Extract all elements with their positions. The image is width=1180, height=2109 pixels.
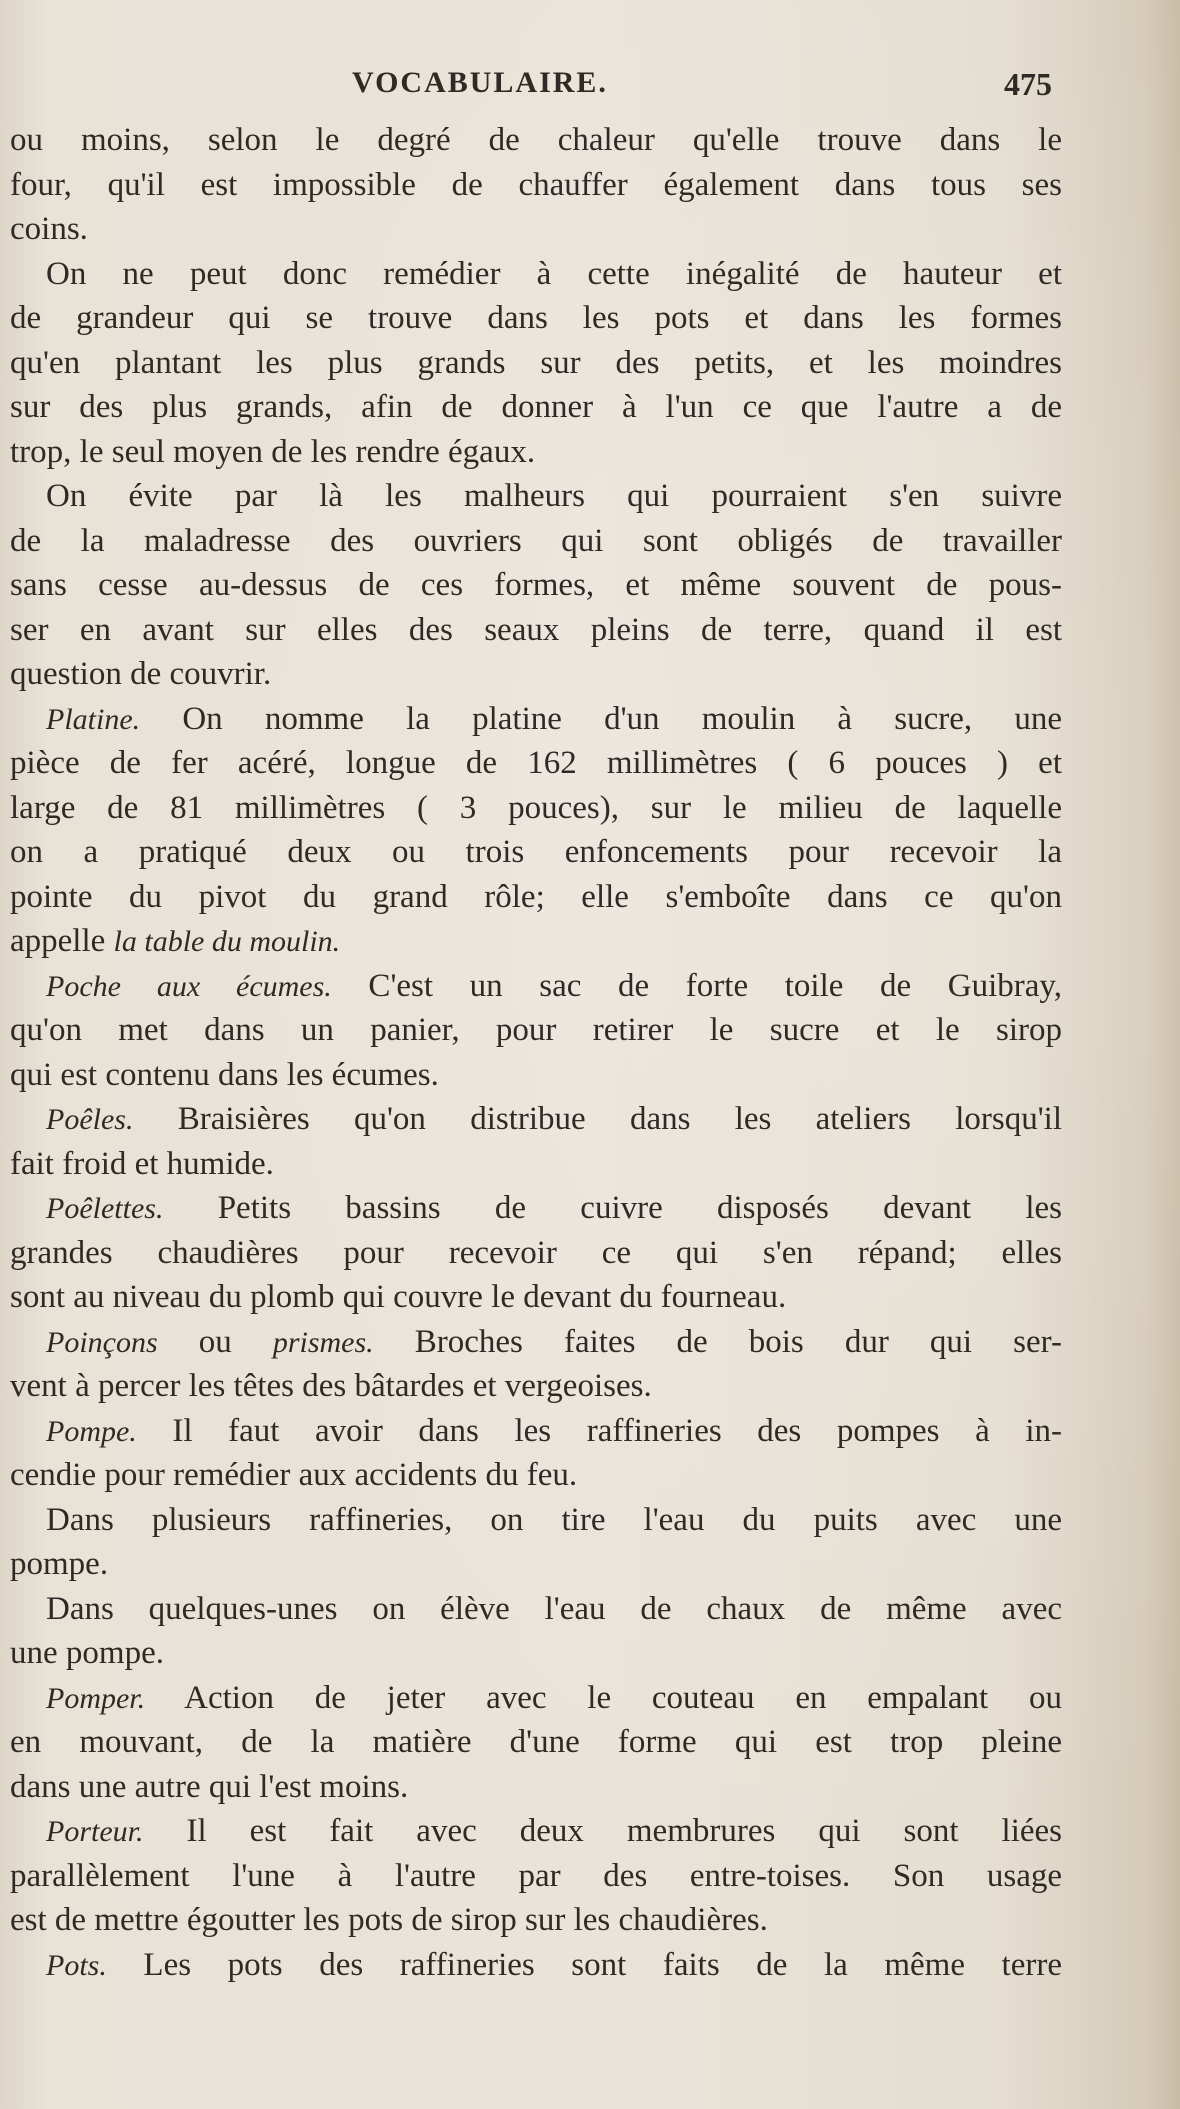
text-segment: Il faut avoir dans les raffineries des pompes à in-	[136, 1412, 1062, 1449]
text-line	[10, 252, 1062, 297]
text-segment: fait froid et humide.	[10, 1145, 274, 1182]
entry-term: Platine.	[46, 702, 141, 736]
text-segment: Les pots des raffineries sont faits de la même terre	[106, 1946, 1062, 1983]
text-segment: sur des plus grands, afin de donner à l'un ce que l'autre a de	[10, 389, 1062, 425]
text-line	[10, 1320, 1062, 1365]
text-segment: ser en avant sur elles des seaux pleins de terre, quand il est	[10, 611, 1062, 648]
text-segment: Dans plusieurs raffineries, on tire l'eau du puits avec une	[46, 1501, 1062, 1538]
text-segment: Broches faites de bois dur qui ser-	[373, 1323, 1062, 1360]
text-segment: Action de jeter avec le couteau en empalant ou	[145, 1679, 1062, 1716]
text-segment: Petits bassins de cuivre disposés devant les	[163, 1190, 1062, 1226]
entry-term: prismes.	[272, 1325, 374, 1359]
entry-term: Pots.	[46, 1948, 107, 1982]
text-line	[10, 875, 1062, 920]
text-line	[10, 430, 1062, 475]
text-line	[10, 1943, 1062, 1988]
page-number: 475	[1004, 66, 1052, 102]
text-line	[10, 1720, 1062, 1765]
text-segment: parallèlement l'une à l'autre par des entre-toises. Son usage	[10, 1857, 1062, 1894]
text-segment: appelle	[10, 923, 114, 959]
text-line	[10, 1409, 1062, 1454]
text-line	[10, 741, 1062, 786]
text-line	[10, 385, 1062, 430]
text-segment: pièce de fer acéré, longue de 162 millimètres ( 6 pouces ) et	[10, 745, 1062, 781]
entry-term: Poche aux écumes.	[46, 969, 332, 1003]
entry-term: Poinçons	[46, 1325, 158, 1359]
text-segment: On évite par là les malheurs qui pourraient s'en suivre	[46, 478, 1062, 514]
text-line	[10, 1854, 1062, 1899]
text-segment: large de 81 millimètres ( 3 pouces), sur le milieu de laquelle	[10, 789, 1062, 826]
text-segment: Il est fait avec deux membrures qui sont liées	[143, 1813, 1062, 1849]
text-segment: coins.	[10, 211, 88, 247]
text-line	[10, 1809, 1062, 1854]
text-segment: est de mettre égoutter les pots de sirop sur les chaudières.	[10, 1902, 768, 1938]
text-line	[10, 1898, 1062, 1943]
text-segment: C'est un sac de forte toile de Guibray,	[331, 967, 1063, 1004]
text-line	[10, 1097, 1062, 1142]
text-line	[10, 163, 1062, 208]
text-line	[10, 118, 1062, 163]
entry-term: la table du moulin.	[113, 925, 341, 958]
text-segment: on a pratiqué deux ou trois enfoncements pour recevoir la	[10, 834, 1062, 870]
text-segment: ou	[157, 1323, 273, 1360]
text-segment: qui est contenu dans les écumes.	[10, 1056, 439, 1093]
entry-term: Poêles.	[46, 1103, 134, 1136]
text-segment: sont au niveau du plomb qui couvre le devant du fourneau.	[10, 1279, 787, 1315]
text-segment: dans une autre qui l'est moins.	[10, 1768, 409, 1805]
text-segment: une pompe.	[10, 1635, 164, 1671]
text-line	[10, 1008, 1062, 1053]
text-line	[10, 1275, 1062, 1320]
entry-term: Poêlettes.	[46, 1192, 164, 1225]
text-line	[10, 563, 1062, 608]
text-segment: four, qu'il est impossible de chauffer également dans tous ses	[10, 166, 1062, 203]
entry-term: Pomper.	[46, 1681, 146, 1715]
entry-term: Porteur.	[46, 1815, 144, 1848]
text-line	[10, 519, 1062, 564]
text-segment: sans cesse au-dessus de ces formes, et même souvent de pous-	[10, 567, 1062, 603]
text-line	[10, 1142, 1062, 1187]
text-line	[10, 964, 1062, 1009]
text-segment: qu'on met dans un panier, pour retirer le sucre et le sirop	[10, 1012, 1062, 1048]
text-line	[10, 1631, 1062, 1676]
text-segment: On ne peut donc remédier à cette inégalité de hauteur et	[46, 255, 1062, 292]
text-line	[10, 830, 1062, 875]
text-line	[10, 474, 1062, 519]
text-line	[10, 1453, 1062, 1498]
text-segment: Dans quelques-unes on élève l'eau de chaux de même avec	[46, 1590, 1062, 1627]
text-line	[10, 652, 1062, 697]
text-segment: cendie pour remédier aux accidents du feu.	[10, 1457, 578, 1493]
text-line	[10, 1676, 1062, 1721]
running-title: VOCABULAIRE.	[352, 66, 608, 99]
text-line	[10, 1186, 1062, 1231]
text-segment: qu'en plantant les plus grands sur des petits, et les moindres	[10, 344, 1062, 381]
text-segment: de la maladresse des ouvriers qui sont obligés de travailler	[10, 522, 1062, 559]
text-line	[10, 697, 1062, 742]
page-body-text	[10, 118, 1062, 1987]
text-line	[10, 1231, 1062, 1276]
text-line	[10, 1364, 1062, 1409]
text-line	[10, 786, 1062, 831]
text-segment: trop, le seul moyen de les rendre égaux.	[10, 433, 536, 470]
text-segment: pointe du pivot du grand rôle; elle s'emboîte dans ce qu'on	[10, 878, 1062, 915]
text-line	[10, 1053, 1062, 1098]
text-line	[10, 1765, 1062, 1810]
text-line	[10, 1542, 1062, 1587]
text-line	[10, 296, 1062, 341]
text-segment: en mouvant, de la matière d'une forme qui est trop pleine	[10, 1724, 1062, 1760]
text-segment: question de couvrir.	[10, 656, 272, 692]
text-line	[10, 341, 1062, 386]
text-line	[10, 1587, 1062, 1632]
text-line	[10, 919, 1062, 964]
text-line	[10, 608, 1062, 653]
text-segment: ou moins, selon le degré de chaleur qu'elle trouve dans le	[10, 122, 1062, 158]
text-line	[10, 207, 1062, 252]
text-segment: Braisières qu'on distribue dans les ateliers lorsqu'il	[133, 1101, 1062, 1137]
text-line	[10, 1498, 1062, 1543]
running-header	[0, 66, 1060, 110]
text-segment: On nomme la platine d'un moulin à sucre, une	[140, 700, 1062, 737]
text-segment: de grandeur qui se trouve dans les pots et dans les formes	[10, 300, 1062, 336]
text-segment: pompe.	[10, 1546, 109, 1582]
entry-term: Pompe.	[46, 1414, 137, 1448]
text-segment: grandes chaudières pour recevoir ce qui s'en répand; elles	[10, 1234, 1062, 1271]
text-segment: vent à percer les têtes des bâtardes et vergeoises.	[10, 1368, 652, 1404]
